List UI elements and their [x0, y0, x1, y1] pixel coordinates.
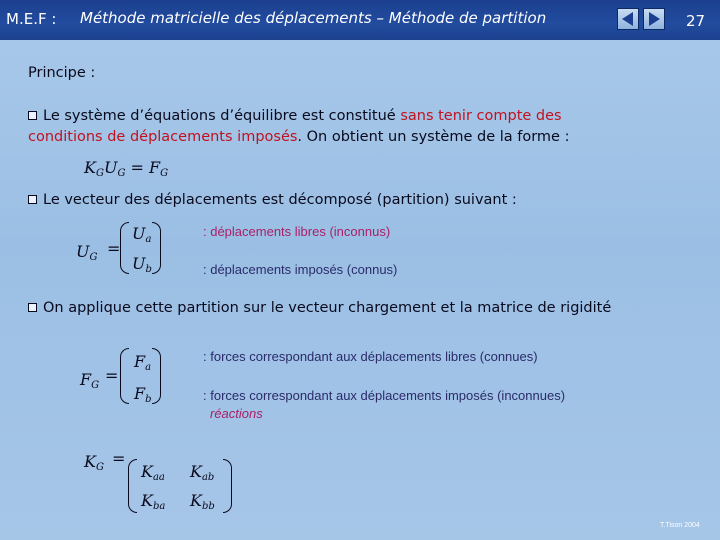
matrix-entry-kaa: $K_{aa}$: [141, 462, 165, 483]
note-free-displacements: : déplacements libres (inconnus): [203, 224, 391, 239]
note-unknown-forces: : forces correspondant aux déplacements imposés (inconnues): [203, 388, 566, 403]
stiffness-matrix-lhs: $K_G$: [84, 452, 104, 473]
vector-entry-ub: $U_b$: [132, 254, 152, 275]
slide-header: [0, 0, 720, 40]
vector-entry-fb: $F_b$: [134, 384, 152, 405]
left-paren: [120, 348, 129, 404]
equals-sign: =: [107, 239, 121, 258]
note-known-forces: : forces correspondant aux déplacements libres (connues): [203, 349, 538, 364]
checkbox-bullet-icon: [28, 111, 37, 120]
page-number: 27: [686, 12, 706, 30]
right-paren: [223, 459, 232, 513]
slide-title: Méthode matricielle des déplacements – Méthode de partition: [80, 9, 547, 27]
matrix-entry-kba: $K_{ba}$: [141, 491, 166, 512]
right-paren: [152, 222, 161, 274]
triangle-right-icon: [644, 9, 664, 29]
right-paren: [152, 348, 161, 404]
equals-sign: =: [105, 366, 119, 385]
checkbox-bullet-icon: [28, 195, 37, 204]
matrix-entry-kbb: $K_{bb}$: [190, 491, 215, 512]
triangle-left-icon: [618, 9, 638, 29]
force-vector-lhs: $F_G$: [80, 370, 100, 391]
vector-entry-ua: $U_a$: [132, 224, 152, 245]
note-imposed-displacements: : déplacements imposés (connus): [203, 262, 398, 277]
bullet-equilibrium: Le système d’équations d’équilibre est constitué sans tenir compte des conditions de déplacements imposés. On obtient un système de la forme :: [28, 108, 570, 145]
bullet-displacement-partition: Le vecteur des déplacements est décomposé (partition) suivant :: [28, 190, 517, 211]
equation-system: $K_GU_G = F_G$: [84, 158, 169, 179]
displacement-vector-lhs: $U_G$: [76, 242, 98, 263]
previous-slide-button[interactable]: [617, 8, 639, 30]
checkbox-bullet-icon: [28, 303, 37, 312]
left-paren: [120, 222, 129, 274]
left-paren: [128, 459, 137, 513]
author-credit: T.Tison 2004: [660, 522, 700, 529]
principe-heading: Principe :: [28, 65, 96, 81]
course-prefix: M.E.F :: [6, 10, 57, 28]
equals-sign: =: [112, 449, 126, 468]
matrix-entry-kab: $K_{ab}$: [190, 462, 215, 483]
bullet-apply-partition: On applique cette partition sur le vecteur chargement et la matrice de rigidité: [28, 298, 611, 319]
vector-entry-fa: $F_a$: [134, 352, 152, 373]
note-reactions: réactions: [210, 406, 263, 421]
next-slide-button[interactable]: [643, 8, 665, 30]
